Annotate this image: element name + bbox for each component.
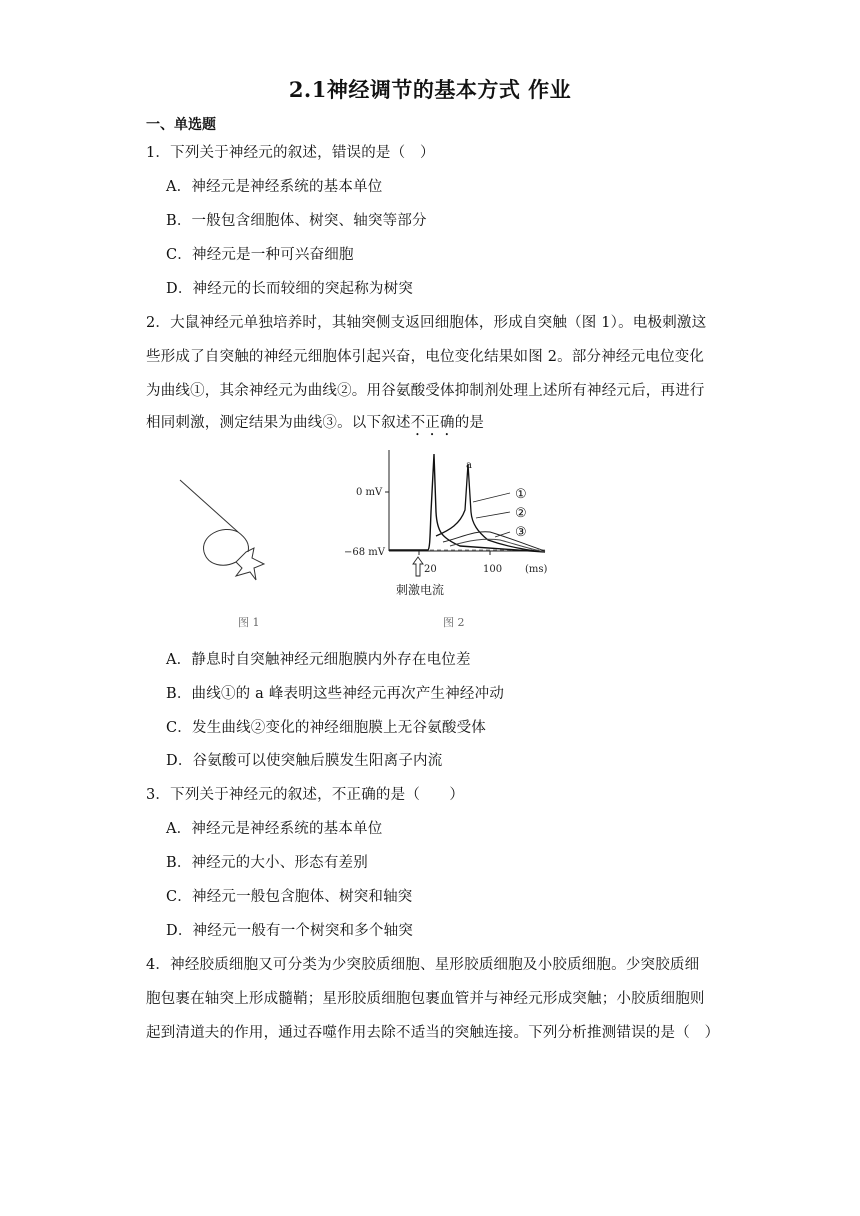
question-4-line-2: 胞包裹在轴突上形成髓鞘；星形胶质细胞包裹血管并与神经元形成突触；小胶质细胞则 (146, 991, 705, 1007)
section-heading: 一、单选题 (146, 117, 216, 133)
stimulus-label: 刺激电流 (396, 583, 445, 597)
question-2-line-2: 些形成了自突触的神经元细胞体引起兴奋，电位变化结果如图 2。部分神经元电位变化 (146, 349, 705, 365)
question-1-stem: 1．下列关于神经元的叙述，错误的是（ ） (146, 145, 435, 161)
figure-1-caption: 图 1 (238, 616, 260, 629)
x-axis-unit: (ms) (525, 564, 548, 575)
question-3-option-c: C．神经元一般包含胞体、树突和轴突 (166, 889, 413, 905)
label-0mv: 0 mV (356, 487, 383, 498)
label-neg68mv: −68 mV (344, 547, 385, 558)
question-2-option-c: C．发生曲线②变化的神经细胞膜上无谷氨酸受体 (166, 720, 486, 736)
curve-2-label: ② (515, 506, 527, 521)
question-2-option-d: D．谷氨酸可以使突触后膜发生阳离子内流 (166, 753, 443, 769)
tick-label-20: 20 (424, 564, 437, 575)
question-4-line-3: 起到清道夫的作用，通过吞噬作用去除不适当的突触连接。下列分析推测错误的是（ ） (146, 1025, 720, 1041)
figure-2-graph (344, 450, 548, 597)
question-2-line-1: 2．大鼠神经元单独培养时，其轴突侧支返回细胞体，形成自突触（图 1）。电极刺激这 (146, 315, 707, 331)
question-2-option-b: B．曲线①的 a 峰表明这些神经元再次产生神经冲动 (166, 686, 505, 702)
question-1-option-c: C．神经元是一种可兴奋细胞 (166, 247, 354, 263)
question-2-option-a: A．静息时自突触神经元细胞膜内外存在电位差 (166, 652, 471, 668)
question-2-line-4 (146, 411, 484, 439)
stimulus-arrow-icon (413, 557, 423, 576)
question-3-option-d: D．神经元一般有一个树突和多个轴突 (166, 923, 414, 939)
figure-1-neuron-diagram (180, 480, 264, 580)
question-1-option-a: A．神经元是神经系统的基本单位 (166, 179, 383, 195)
figure-area (160, 440, 580, 610)
curve-3-label: ③ (515, 525, 527, 540)
page-title: 2.1神经调节的基本方式 作业 (288, 77, 572, 102)
peak-a-label: a (466, 460, 472, 471)
question-2-line-3: 为曲线①，其余神经元为曲线②。用谷氨酸受体抑制剂处理上述所有神经元后，再进行 (146, 383, 705, 399)
tick-label-100: 100 (483, 564, 503, 575)
question-1-option-b: B．一般包含细胞体、树突、轴突等部分 (166, 213, 427, 229)
question-3-stem: 3．下列关于神经元的叙述，不正确的是（ ） (146, 787, 465, 803)
question-4-line-1: 4．神经胶质细胞又可分类为少突胶质细胞、星形胶质细胞及小胶质细胞。少突胶质细 (146, 957, 700, 973)
question-3-option-b: B．神经元的大小、形态有差别 (166, 855, 368, 871)
question-2-emphasis: 不正确 (410, 415, 455, 431)
question-2-line-4-post: 的是 (454, 415, 485, 431)
question-3-option-a: A．神经元是神经系统的基本单位 (166, 821, 383, 837)
curve-1-label: ① (515, 487, 527, 502)
figure-2-caption: 图 2 (443, 616, 465, 629)
question-1-option-d: D．神经元的长而较细的突起称为树突 (166, 281, 414, 297)
question-2-line-4-pre: 相同刺激，测定结果为曲线③。以下叙述 (146, 415, 411, 431)
